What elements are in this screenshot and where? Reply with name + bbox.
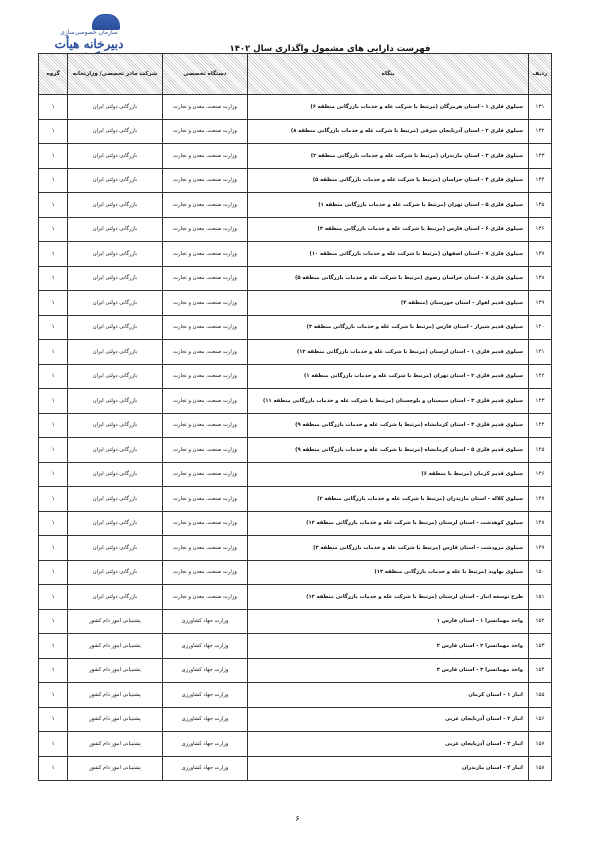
asset-name: انبار ۴ - استان مازندران [248,756,529,781]
table-row [39,560,552,585]
asset-name: واحد مهمانسرا ۲ - استان فارس ۲ [248,634,529,659]
parent-company-cell: بازرگانی دولتی ایران [68,364,162,389]
assets-table [38,53,552,781]
ministry-cell: وزارت صنعت، معدن و تجارت [162,560,248,585]
asset-name: سیلوی فلزی ۵ - استان تهران (مرتبط با شرکت غله و خدمات بازرگانی منطقه ۱) [248,193,529,218]
table-row [39,315,552,340]
row-number: ۱۴۱ [528,340,551,365]
group-cell: ۱ [39,683,68,708]
row-number: ۱۳۵ [528,193,551,218]
group-cell: ۱ [39,658,68,683]
group-cell: ۱ [39,462,68,487]
ministry-cell: وزارت جهاد کشاورزی [162,683,248,708]
parent-company-cell: بازرگانی دولتی ایران [68,119,162,144]
table-row [39,732,552,757]
group-cell: ۱ [39,168,68,193]
parent-company-cell: بازرگانی دولتی ایران [68,168,162,193]
table-row [39,119,552,144]
ministry-cell: وزارت جهاد کشاورزی [162,609,248,634]
row-number: ۱۵۸ [528,756,551,781]
parent-company-cell: بازرگانی دولتی ایران [68,560,162,585]
asset-name: واحد مهمانسرا ۱ - استان فارس ۱ [248,609,529,634]
table-row [39,462,552,487]
table-row [39,536,552,561]
parent-company-cell: بازرگانی دولتی ایران [68,193,162,218]
group-cell: ۱ [39,340,68,365]
row-number: ۱۳۶ [528,217,551,242]
group-cell: ۱ [39,707,68,732]
asset-name: سیلوی قدیم فلزی ۵ - استان کرمانشاه (مرتبط با شرکت غله و خدمات بازرگانی منطقه ۹) [248,438,529,463]
table-row [39,168,552,193]
table-row [39,144,552,169]
row-number: ۱۵۵ [528,683,551,708]
parent-company-cell: بازرگانی دولتی ایران [68,217,162,242]
asset-name: سیلوی قدیم فلزی ۱ - استان لرستان (مرتبط با شرکت غله و خدمات بازرگانی منطقه ۱۲) [248,340,529,365]
asset-name: سیلوی فلزی ۶ - استان فارس (مرتبط با شرکت غله و خدمات بازرگانی منطقه ۳) [248,217,529,242]
parent-company-cell: پشتیبانی امور دام کشور [68,634,162,659]
table-row [39,707,552,732]
ministry-cell: وزارت صنعت، معدن و تجارت [162,242,248,267]
row-number: ۱۴۸ [528,511,551,536]
row-number: ۱۵۶ [528,707,551,732]
parent-company-cell: پشتیبانی امور دام کشور [68,683,162,708]
group-cell: ۱ [39,95,68,120]
asset-name: سیلوی قدیم اهواز - استان خوزستان (منطقه ۴) [248,291,529,316]
group-cell: ۱ [39,585,68,610]
col-header-ministry: دستگاه تخصصی [162,54,248,95]
parent-company-cell: بازرگانی دولتی ایران [68,462,162,487]
group-cell: ۱ [39,536,68,561]
parent-company-cell: پشتیبانی امور دام کشور [68,707,162,732]
table-row [39,266,552,291]
ministry-cell: وزارت صنعت، معدن و تجارت [162,438,248,463]
row-number: ۱۴۰ [528,315,551,340]
ministry-cell: وزارت صنعت، معدن و تجارت [162,119,248,144]
ministry-cell: وزارت جهاد کشاورزی [162,707,248,732]
asset-name: سیلوی قدیم فلزی ۲ - استان تهران (مرتبط با شرکت غله و خدمات بازرگانی منطقه ۱) [248,364,529,389]
ministry-cell: وزارت صنعت، معدن و تجارت [162,462,248,487]
row-number: ۱۵۴ [528,658,551,683]
group-cell: ۱ [39,487,68,512]
col-header-num: ردیف [528,54,551,95]
table-row [39,95,552,120]
ministry-cell: وزارت صنعت، معدن و تجارت [162,315,248,340]
asset-name: سیلوی فلزی ۲ - استان آذربایجان شرقی (مرتبط با شرکت غله و خدمات بازرگانی منطقه ۸) [248,119,529,144]
table-row [39,364,552,389]
parent-company-cell: پشتیبانی امور دام کشور [68,756,162,781]
group-cell: ۱ [39,364,68,389]
parent-company-cell: بازرگانی دولتی ایران [68,340,162,365]
asset-name: سیلوی نهاوند (مرتبط با غله و خدمات بازرگانی منطقه ۱۳) [248,560,529,585]
table-body [39,95,552,781]
table-row [39,193,552,218]
ministry-cell: وزارت صنعت، معدن و تجارت [162,291,248,316]
table-row [39,658,552,683]
row-number: ۱۴۲ [528,364,551,389]
group-cell: ۱ [39,242,68,267]
table-row [39,340,552,365]
emblem-icon [92,14,120,30]
page-title: فهرست دارایی های مشمول واگذاری سال ۱۴۰۲ [229,44,431,54]
ministry-cell: وزارت صنعت، معدن و تجارت [162,266,248,291]
ministry-cell: وزارت صنعت، معدن و تجارت [162,536,248,561]
parent-company-cell: بازرگانی دولتی ایران [68,413,162,438]
group-cell: ۱ [39,438,68,463]
row-number: ۱۵۲ [528,609,551,634]
ministry-cell: وزارت جهاد کشاورزی [162,634,248,659]
parent-company-cell: پشتیبانی امور دام کشور [68,658,162,683]
group-cell: ۱ [39,266,68,291]
table-row [39,634,552,659]
asset-name: سیلوی قدیم فلزی ۴ - استان کرمانشاه (مرتبط با شرکت غله و خدمات بازرگانی منطقه ۹) [248,413,529,438]
asset-name: سیلوی فلزی ۴ - استان خراسان (مرتبط با شرکت غله و خدمات بازرگانی منطقه ۵) [248,168,529,193]
parent-company-cell: بازرگانی دولتی ایران [68,266,162,291]
group-cell: ۱ [39,511,68,536]
parent-company-cell: بازرگانی دولتی ایران [68,315,162,340]
table-row [39,511,552,536]
asset-name: سیلوی فلزی ۸ - استان خراسان رضوی (مرتبط با شرکت غله و خدمات بازرگانی منطقه ۵) [248,266,529,291]
asset-name: سیلوی قدیم فلزی ۳ - استان سیستان و بلوچستان (مرتبط با شرکت غله و خدمات بازرگانی منطقه ۱۱) [248,389,529,414]
row-number: ۱۵۱ [528,585,551,610]
row-number: ۱۳۸ [528,266,551,291]
row-number: ۱۳۴ [528,168,551,193]
ministry-cell: وزارت صنعت، معدن و تجارت [162,95,248,120]
row-number: ۱۴۳ [528,389,551,414]
row-number: ۱۳۲ [528,119,551,144]
parent-company-cell: بازرگانی دولتی ایران [68,536,162,561]
row-number: ۱۳۳ [528,144,551,169]
asset-name: سیلوی فلزی ۱ - استان هرمزگان (مرتبط با شرکت غله و خدمات بازرگانی منطقه ۶) [248,95,529,120]
table-row [39,585,552,610]
row-number: ۱۳۹ [528,291,551,316]
table-row [39,609,552,634]
row-number: ۱۳۱ [528,95,551,120]
asset-name: انبار ۳ - استان آذربایجان غربی [248,732,529,757]
parent-company-cell: بازرگانی دولتی ایران [68,144,162,169]
parent-company-cell: بازرگانی دولتی ایران [68,95,162,120]
group-cell: ۱ [39,609,68,634]
row-number: ۱۴۷ [528,487,551,512]
row-number: ۱۵۷ [528,732,551,757]
asset-name: سیلوی فلزی ۷ - استان اصفهان (مرتبط با شرکت غله و خدمات بازرگانی منطقه ۱۰) [248,242,529,267]
group-cell: ۱ [39,756,68,781]
row-number: ۱۴۹ [528,536,551,561]
parent-company-cell: بازرگانی دولتی ایران [68,511,162,536]
group-cell: ۱ [39,119,68,144]
ministry-cell: وزارت صنعت، معدن و تجارت [162,340,248,365]
group-cell: ۱ [39,413,68,438]
asset-name: طرح توسعه انبار - استان لرستان (مرتبط با شرکت غله و خدمات بازرگانی منطقه ۱۲) [248,585,529,610]
group-cell: ۱ [39,732,68,757]
table-row [39,683,552,708]
ministry-cell: وزارت صنعت، معدن و تجارت [162,193,248,218]
group-cell: ۱ [39,291,68,316]
ministry-cell: وزارت صنعت، معدن و تجارت [162,364,248,389]
ministry-cell: وزارت صنعت، معدن و تجارت [162,413,248,438]
asset-name: انبار ۲ - استان آذربایجان غربی [248,707,529,732]
ministry-cell: وزارت جهاد کشاورزی [162,732,248,757]
col-header-name: بنگاه [248,54,529,95]
asset-name: سیلوی قدیم کرمان (مرتبط با منطقه ۶) [248,462,529,487]
asset-name: سیلوی مرودشت - استان فارس (مرتبط با شرکت غله و خدمات بازرگانی منطقه ۳) [248,536,529,561]
group-cell: ۱ [39,144,68,169]
ministry-cell: وزارت صنعت، معدن و تجارت [162,585,248,610]
group-cell: ۱ [39,217,68,242]
table-row [39,756,552,781]
asset-name: سیلوی قدیم شیراز - استان فارس (مرتبط با شرکت غله و خدمات بازرگانی منطقه ۳) [248,315,529,340]
ministry-cell: وزارت صنعت، معدن و تجارت [162,389,248,414]
parent-company-cell: بازرگانی دولتی ایران [68,389,162,414]
table-row [39,242,552,267]
row-number: ۱۴۶ [528,462,551,487]
ministry-cell: وزارت جهاد کشاورزی [162,658,248,683]
table-header-row [39,54,552,95]
parent-company-cell: بازرگانی دولتی ایران [68,585,162,610]
ministry-cell: وزارت صنعت، معدن و تجارت [162,487,248,512]
table-row [39,438,552,463]
group-cell: ۱ [39,193,68,218]
logo [34,14,144,58]
parent-company-cell: پشتیبانی امور دام کشور [68,732,162,757]
table-row [39,413,552,438]
col-header-parent: شرکت مادر تخصصی/ وزارتخانه [68,54,162,95]
asset-name: سیلوی فلزی ۳ - استان مازندران (مرتبط با شرکت غله و خدمات بازرگانی منطقه ۲) [248,144,529,169]
row-number: ۱۵۰ [528,560,551,585]
parent-company-cell: بازرگانی دولتی ایران [68,291,162,316]
row-number: ۱۴۵ [528,438,551,463]
dept-name: دبیرخانه هیأت [54,37,124,51]
group-cell: ۱ [39,315,68,340]
group-cell: ۱ [39,389,68,414]
table-row [39,217,552,242]
parent-company-cell: بازرگانی دولتی ایران [68,242,162,267]
group-cell: ۱ [39,634,68,659]
ministry-cell: وزارت صنعت، معدن و تجارت [162,217,248,242]
row-number: ۱۵۳ [528,634,551,659]
ministry-cell: وزارت صنعت، معدن و تجارت [162,168,248,193]
col-header-group: گروه [39,54,68,95]
ministry-cell: وزارت صنعت، معدن و تجارت [162,511,248,536]
org-name: سازمان خصوصی‌سازی [60,29,118,36]
parent-company-cell: بازرگانی دولتی ایران [68,438,162,463]
row-number: ۱۳۷ [528,242,551,267]
group-cell: ۱ [39,560,68,585]
asset-name: سیلوی کلاله - استان مازندران (مرتبط با شرکت غله و خدمات بازرگانی منطقه ۲) [248,487,529,512]
table-row [39,487,552,512]
ministry-cell: وزارت صنعت، معدن و تجارت [162,144,248,169]
asset-name: انبار ۱ - استان کرمان [248,683,529,708]
row-number: ۱۴۴ [528,413,551,438]
asset-name: سیلوی کوهدشت - استان لرستان (مرتبط با شرکت غله و خدمات بازرگانی منطقه ۱۲) [248,511,529,536]
page-number: ۶ [295,814,300,823]
ministry-cell: وزارت جهاد کشاورزی [162,756,248,781]
table-row [39,291,552,316]
asset-name: واحد مهمانسرا ۳ - استان فارس ۳ [248,658,529,683]
parent-company-cell: پشتیبانی امور دام کشور [68,609,162,634]
parent-company-cell: بازرگانی دولتی ایران [68,487,162,512]
table-row [39,389,552,414]
